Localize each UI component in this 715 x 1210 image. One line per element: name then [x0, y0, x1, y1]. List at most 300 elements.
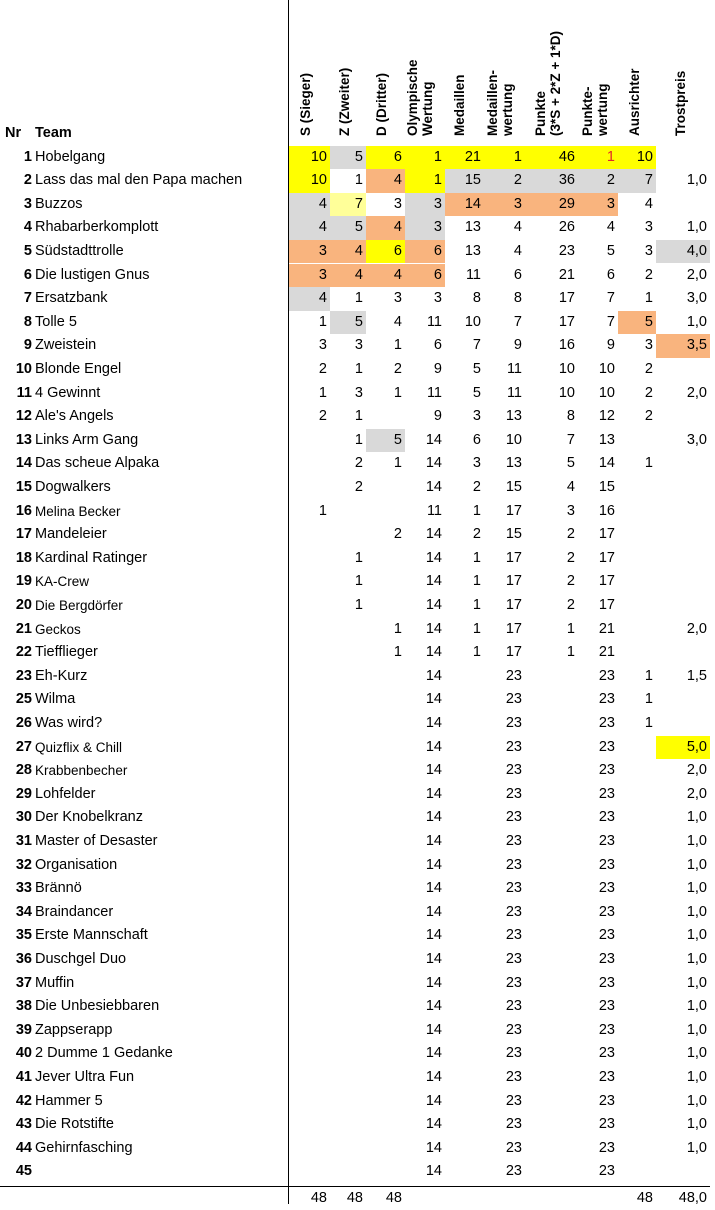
cell-s: [288, 1137, 330, 1161]
cell-medal-rank: 2: [484, 169, 525, 193]
cell-points: [525, 783, 578, 807]
team-name: Geckos: [35, 621, 81, 637]
team-number: 14: [15, 455, 32, 472]
cell-s: [288, 736, 330, 760]
cell-s: [288, 901, 330, 925]
cell-host: [618, 618, 656, 642]
cell-points: 16: [558, 337, 575, 354]
cell-points-rank: 23: [598, 880, 615, 897]
cell-z: [330, 901, 366, 925]
team-name: Braindancer: [35, 903, 114, 920]
team-column-divider: [288, 0, 289, 1204]
cell-consolation: 1,0: [686, 1116, 707, 1133]
cell-host: [618, 854, 656, 878]
cell-points: 17: [558, 290, 575, 307]
cell-points: 26: [558, 219, 575, 236]
cell-z: [330, 736, 366, 760]
cell-d: [366, 972, 405, 996]
cell-points-rank: 3: [578, 193, 618, 217]
cell-consolation: 1,0: [686, 1139, 707, 1156]
header-medal-rank: Medaillen- wertung: [485, 69, 515, 136]
cell-s: [288, 948, 330, 972]
cell-points-rank: 23: [598, 691, 615, 708]
cell-s: 2: [318, 360, 327, 377]
cell-d: 2: [393, 360, 402, 377]
cell-host: 5: [618, 311, 656, 335]
cell-consolation: 2,0: [686, 762, 707, 779]
cell-consolation: [656, 712, 710, 736]
cell-points: [525, 759, 578, 783]
cell-host: [618, 924, 656, 948]
cell-points-rank: 17: [598, 596, 615, 613]
cell-d: 3: [393, 195, 402, 212]
cell-points: [525, 1137, 578, 1161]
cell-host: [618, 429, 656, 453]
cell-d: 6: [366, 146, 405, 170]
cell-medals: [445, 1019, 484, 1043]
cell-s: [288, 783, 330, 807]
cell-z: 4: [330, 264, 366, 288]
team-name: Melina Becker: [35, 503, 121, 519]
team-name: Ale's Angels: [35, 408, 114, 425]
cell-d: [366, 1160, 405, 1184]
cell-s: [288, 429, 330, 453]
cell-points-rank: 23: [598, 1068, 615, 1085]
team-name: [33, 1160, 288, 1184]
cell-olympic: 3: [405, 216, 445, 240]
team-number: 33: [15, 880, 32, 897]
cell-z: [330, 618, 366, 642]
cell-d: 3: [393, 290, 402, 307]
cell-host: [618, 547, 656, 571]
cell-points-rank: 21: [598, 644, 615, 661]
cell-olympic: 6: [405, 264, 445, 288]
cell-points-rank: 17: [598, 549, 615, 566]
cell-host: [618, 1113, 656, 1137]
cell-olympic: 11: [426, 502, 442, 519]
cell-z: [330, 830, 366, 854]
cell-consolation: 1,0: [686, 219, 707, 236]
cell-d: 1: [393, 644, 402, 661]
cell-olympic: 9: [433, 360, 442, 377]
cell-points: [525, 924, 578, 948]
cell-medal-rank: 8: [513, 290, 522, 307]
cell-d: [366, 665, 405, 689]
cell-medal-rank: 23: [505, 691, 522, 708]
cell-medals: [445, 712, 484, 736]
cell-medal-rank: 23: [505, 667, 522, 684]
cell-s: [288, 1113, 330, 1137]
team-number: 18: [15, 549, 32, 566]
cell-olympic: 14: [425, 832, 442, 849]
cell-points: [525, 1019, 578, 1043]
cell-host: [618, 1066, 656, 1090]
cell-s: [288, 665, 330, 689]
cell-medals: 1: [472, 620, 481, 637]
cell-points-rank: 23: [598, 667, 615, 684]
cell-consolation: [656, 452, 710, 476]
cell-z: [330, 1090, 366, 1114]
cell-host: 2: [644, 266, 653, 283]
cell-host: 1: [644, 714, 653, 731]
cell-host: [618, 1042, 656, 1066]
cell-consolation: 3,5: [656, 334, 710, 358]
cell-z: [330, 712, 366, 736]
cell-d: [366, 712, 405, 736]
cell-consolation: 1,0: [686, 313, 707, 330]
cell-medal-rank: 17: [505, 502, 522, 519]
cell-points-rank: 4: [606, 219, 615, 236]
cell-d: [366, 877, 405, 901]
cell-host: 3: [644, 242, 653, 259]
cell-z: 1: [354, 596, 363, 613]
cell-olympic: 14: [425, 785, 442, 802]
cell-medals: [445, 1113, 484, 1137]
cell-points: 46: [525, 146, 578, 170]
cell-s: 1: [318, 502, 327, 519]
cell-olympic: 14: [425, 455, 442, 472]
cell-medal-rank: 17: [505, 573, 522, 590]
cell-consolation: 1,0: [686, 880, 707, 897]
team-number: 44: [15, 1139, 32, 1156]
cell-points: 2: [566, 573, 575, 590]
cell-medals: 21: [445, 146, 484, 170]
cell-points-rank: 23: [598, 1139, 615, 1156]
cell-olympic: 14: [425, 880, 442, 897]
cell-consolation: [656, 500, 710, 524]
team-number: 6: [23, 266, 32, 283]
cell-host: 1: [644, 691, 653, 708]
total-s: 48: [310, 1189, 327, 1206]
cell-consolation: 1,0: [686, 903, 707, 920]
cell-olympic: 6: [405, 240, 445, 264]
cell-z: [330, 1160, 366, 1184]
team-name: Der Knobelkranz: [35, 809, 143, 826]
team-name: Jever Ultra Fun: [35, 1068, 135, 1085]
team-number: 29: [15, 785, 32, 802]
cell-medal-rank: 23: [505, 856, 522, 873]
team-name: 4 Gewinnt: [35, 384, 101, 401]
cell-points-rank: 6: [606, 266, 615, 283]
cell-points: 4: [566, 478, 575, 495]
team-number: 42: [15, 1092, 32, 1109]
cell-consolation: 1,0: [686, 809, 707, 826]
cell-z: [330, 877, 366, 901]
cell-points-rank: 2: [578, 169, 618, 193]
team-number: 19: [15, 573, 32, 590]
cell-medals: [445, 665, 484, 689]
total-host: 48: [636, 1189, 653, 1206]
cell-host: [618, 759, 656, 783]
cell-d: [366, 500, 405, 524]
cell-medal-rank: 6: [513, 266, 522, 283]
cell-olympic: 14: [425, 998, 442, 1015]
team-number: 13: [15, 431, 32, 448]
header-olympic: Olympische Wertung: [405, 59, 435, 136]
cell-points-rank: 23: [598, 856, 615, 873]
cell-points-rank: 23: [598, 1116, 615, 1133]
cell-s: [288, 1066, 330, 1090]
cell-z: [330, 1042, 366, 1066]
team-number: 30: [15, 809, 32, 826]
cell-medal-rank: 17: [505, 596, 522, 613]
cell-z: [330, 995, 366, 1019]
cell-s: [288, 523, 330, 547]
cell-z: 1: [354, 573, 363, 590]
cell-olympic: 14: [425, 856, 442, 873]
cell-points-rank: 9: [606, 337, 615, 354]
cell-medals: [445, 948, 484, 972]
cell-z: 5: [330, 146, 366, 170]
cell-z: 7: [330, 193, 366, 217]
cell-medals: 6: [472, 431, 481, 448]
header-host: Ausrichter: [627, 68, 642, 136]
cell-consolation: [656, 547, 710, 571]
team-number: 43: [15, 1116, 32, 1133]
cell-medals: 5: [472, 360, 481, 377]
cell-medals: [445, 1090, 484, 1114]
cell-z: 3: [354, 384, 363, 401]
cell-consolation: 1,0: [686, 1068, 707, 1085]
cell-d: [366, 405, 405, 429]
total-d: 48: [385, 1189, 402, 1206]
team-number: 21: [15, 620, 32, 637]
cell-z: 1: [354, 549, 363, 566]
cell-z: 4: [330, 240, 366, 264]
cell-olympic: 14: [425, 1163, 442, 1180]
cell-host: 4: [644, 195, 653, 212]
team-name: Südstadttrolle: [35, 242, 124, 259]
cell-medals: 1: [472, 502, 481, 519]
cell-points: [525, 665, 578, 689]
cell-olympic: 14: [425, 644, 442, 661]
cell-host: [618, 1090, 656, 1114]
cell-points-rank: 23: [598, 1092, 615, 1109]
cell-medal-rank: 23: [505, 832, 522, 849]
cell-medal-rank: 23: [505, 1021, 522, 1038]
cell-medals: [445, 1066, 484, 1090]
cell-medals: 7: [472, 337, 481, 354]
cell-medal-rank: 23: [505, 809, 522, 826]
cell-s: 10: [288, 169, 330, 193]
cell-consolation: 3,0: [686, 290, 707, 307]
cell-host: 3: [644, 219, 653, 236]
cell-z: [330, 924, 366, 948]
cell-z: 1: [354, 360, 363, 377]
cell-olympic: 14: [425, 1139, 442, 1156]
cell-host: 1: [644, 455, 653, 472]
total-z: 48: [346, 1189, 363, 1206]
cell-medals: 8: [472, 290, 481, 307]
cell-olympic: 1: [405, 169, 445, 193]
cell-medals: 1: [472, 644, 481, 661]
cell-medal-rank: 1: [484, 146, 525, 170]
cell-z: [330, 972, 366, 996]
cell-z: 1: [354, 290, 363, 307]
cell-points-rank: 17: [598, 573, 615, 590]
cell-medal-rank: 23: [505, 998, 522, 1015]
cell-medal-rank: 23: [505, 1092, 522, 1109]
cell-z: [330, 641, 366, 665]
cell-medals: [445, 972, 484, 996]
cell-medal-rank: 23: [505, 903, 522, 920]
cell-olympic: 14: [425, 1021, 442, 1038]
cell-medal-rank: 11: [506, 360, 522, 377]
team-number: 41: [15, 1068, 32, 1085]
cell-points: 8: [566, 408, 575, 425]
cell-points-rank: 23: [598, 738, 615, 755]
cell-medal-rank: 4: [513, 242, 522, 259]
cell-points-rank: 13: [598, 431, 615, 448]
team-name: Tiefflieger: [35, 644, 98, 661]
header-consolation: Trostpreis: [673, 70, 688, 136]
cell-olympic: 14: [425, 1092, 442, 1109]
cell-consolation: 3,0: [686, 431, 707, 448]
team-name: Buzzos: [35, 195, 83, 212]
cell-olympic: 11: [426, 313, 442, 330]
cell-points: 21: [558, 266, 575, 283]
cell-z: [330, 854, 366, 878]
cell-z: 2: [354, 455, 363, 472]
cell-medals: [445, 830, 484, 854]
cell-z: 1: [354, 408, 363, 425]
team-number: 22: [15, 644, 32, 661]
team-number: 26: [15, 714, 32, 731]
cell-points: 7: [566, 431, 575, 448]
cell-medals: [445, 688, 484, 712]
team-number: 35: [15, 927, 32, 944]
cell-s: [288, 1019, 330, 1043]
cell-z: 5: [330, 311, 366, 335]
cell-consolation: 4,0: [656, 240, 710, 264]
cell-host: [618, 972, 656, 996]
cell-points-rank: 12: [598, 408, 615, 425]
cell-z: [330, 500, 366, 524]
cell-points: [525, 901, 578, 925]
cell-medal-rank: 23: [505, 1139, 522, 1156]
cell-host: [618, 995, 656, 1019]
cell-z: 1: [354, 431, 363, 448]
team-name: Blonde Engel: [35, 360, 122, 377]
team-number: 40: [15, 1045, 32, 1062]
team-name: Lass das mal den Papa machen: [35, 172, 243, 189]
cell-medals: [445, 995, 484, 1019]
cell-medal-rank: 17: [505, 620, 522, 637]
cell-d: [366, 806, 405, 830]
cell-s: [288, 688, 330, 712]
cell-consolation: 2,0: [686, 266, 707, 283]
cell-medal-rank: 3: [484, 193, 525, 217]
cell-medal-rank: 17: [505, 549, 522, 566]
cell-olympic: 14: [425, 974, 442, 991]
team-name: Dogwalkers: [35, 478, 111, 495]
cell-medals: [445, 783, 484, 807]
cell-d: 4: [366, 264, 405, 288]
cell-medals: 13: [464, 242, 481, 259]
team-name: Die Unbesiebbaren: [35, 998, 160, 1015]
cell-olympic: 14: [425, 927, 442, 944]
cell-points: 10: [558, 384, 575, 401]
cell-points: [525, 877, 578, 901]
cell-d: [366, 901, 405, 925]
team-name: Master of Desaster: [35, 832, 158, 849]
team-name: Muffin: [35, 974, 75, 991]
cell-s: [288, 995, 330, 1019]
cell-medal-rank: 9: [513, 337, 522, 354]
team-number: 31: [15, 832, 32, 849]
cell-points: 1: [566, 644, 575, 661]
cell-medals: 11: [465, 266, 481, 283]
cell-points-rank: 23: [598, 998, 615, 1015]
team-number: 15: [15, 478, 32, 495]
cell-points-rank: 23: [598, 1045, 615, 1062]
cell-s: 1: [318, 384, 327, 401]
cell-d: 5: [366, 429, 405, 453]
cell-olympic: 1: [405, 146, 445, 170]
cell-host: 1: [644, 290, 653, 307]
cell-s: [288, 618, 330, 642]
team-number: 28: [15, 762, 32, 779]
cell-s: [288, 854, 330, 878]
cell-z: [330, 1137, 366, 1161]
cell-host: [618, 901, 656, 925]
cell-medals: 2: [472, 526, 481, 543]
cell-olympic: 14: [425, 478, 442, 495]
cell-points: 36: [525, 169, 578, 193]
cell-s: 4: [288, 216, 330, 240]
cell-medal-rank: 7: [513, 313, 522, 330]
cell-d: 1: [393, 455, 402, 472]
team-number: 38: [15, 998, 32, 1015]
cell-olympic: 14: [425, 667, 442, 684]
cell-consolation: 2,0: [686, 384, 707, 401]
cell-z: [330, 783, 366, 807]
team-number: 20: [15, 596, 32, 613]
cell-d: [366, 995, 405, 1019]
team-name: Organisation: [35, 856, 118, 873]
cell-z: [330, 665, 366, 689]
cell-olympic: 14: [425, 762, 442, 779]
cell-points-rank: 23: [598, 1021, 615, 1038]
cell-medal-rank: 17: [505, 644, 522, 661]
cell-medals: [445, 1042, 484, 1066]
cell-points: 5: [566, 455, 575, 472]
cell-medals: 2: [472, 478, 481, 495]
team-number: 9: [23, 337, 32, 354]
cell-d: [366, 783, 405, 807]
cell-host: [618, 736, 656, 760]
cell-medal-rank: 23: [505, 762, 522, 779]
cell-points-rank: 21: [598, 620, 615, 637]
cell-points: [525, 736, 578, 760]
cell-d: [366, 1066, 405, 1090]
cell-s: [288, 759, 330, 783]
cell-points: [525, 948, 578, 972]
cell-d: [366, 1019, 405, 1043]
cell-olympic: 14: [425, 526, 442, 543]
cell-medals: [445, 901, 484, 925]
team-name: Rhabarberkomplott: [35, 219, 159, 236]
cell-z: 1: [354, 172, 363, 189]
cell-points-rank: 5: [606, 242, 615, 259]
cell-olympic: 14: [425, 596, 442, 613]
cell-medals: 5: [472, 384, 481, 401]
cell-host: [618, 641, 656, 665]
cell-points: [525, 1113, 578, 1137]
header-medals: Medaillen: [452, 74, 467, 136]
cell-s: [288, 712, 330, 736]
cell-points: 2: [566, 526, 575, 543]
